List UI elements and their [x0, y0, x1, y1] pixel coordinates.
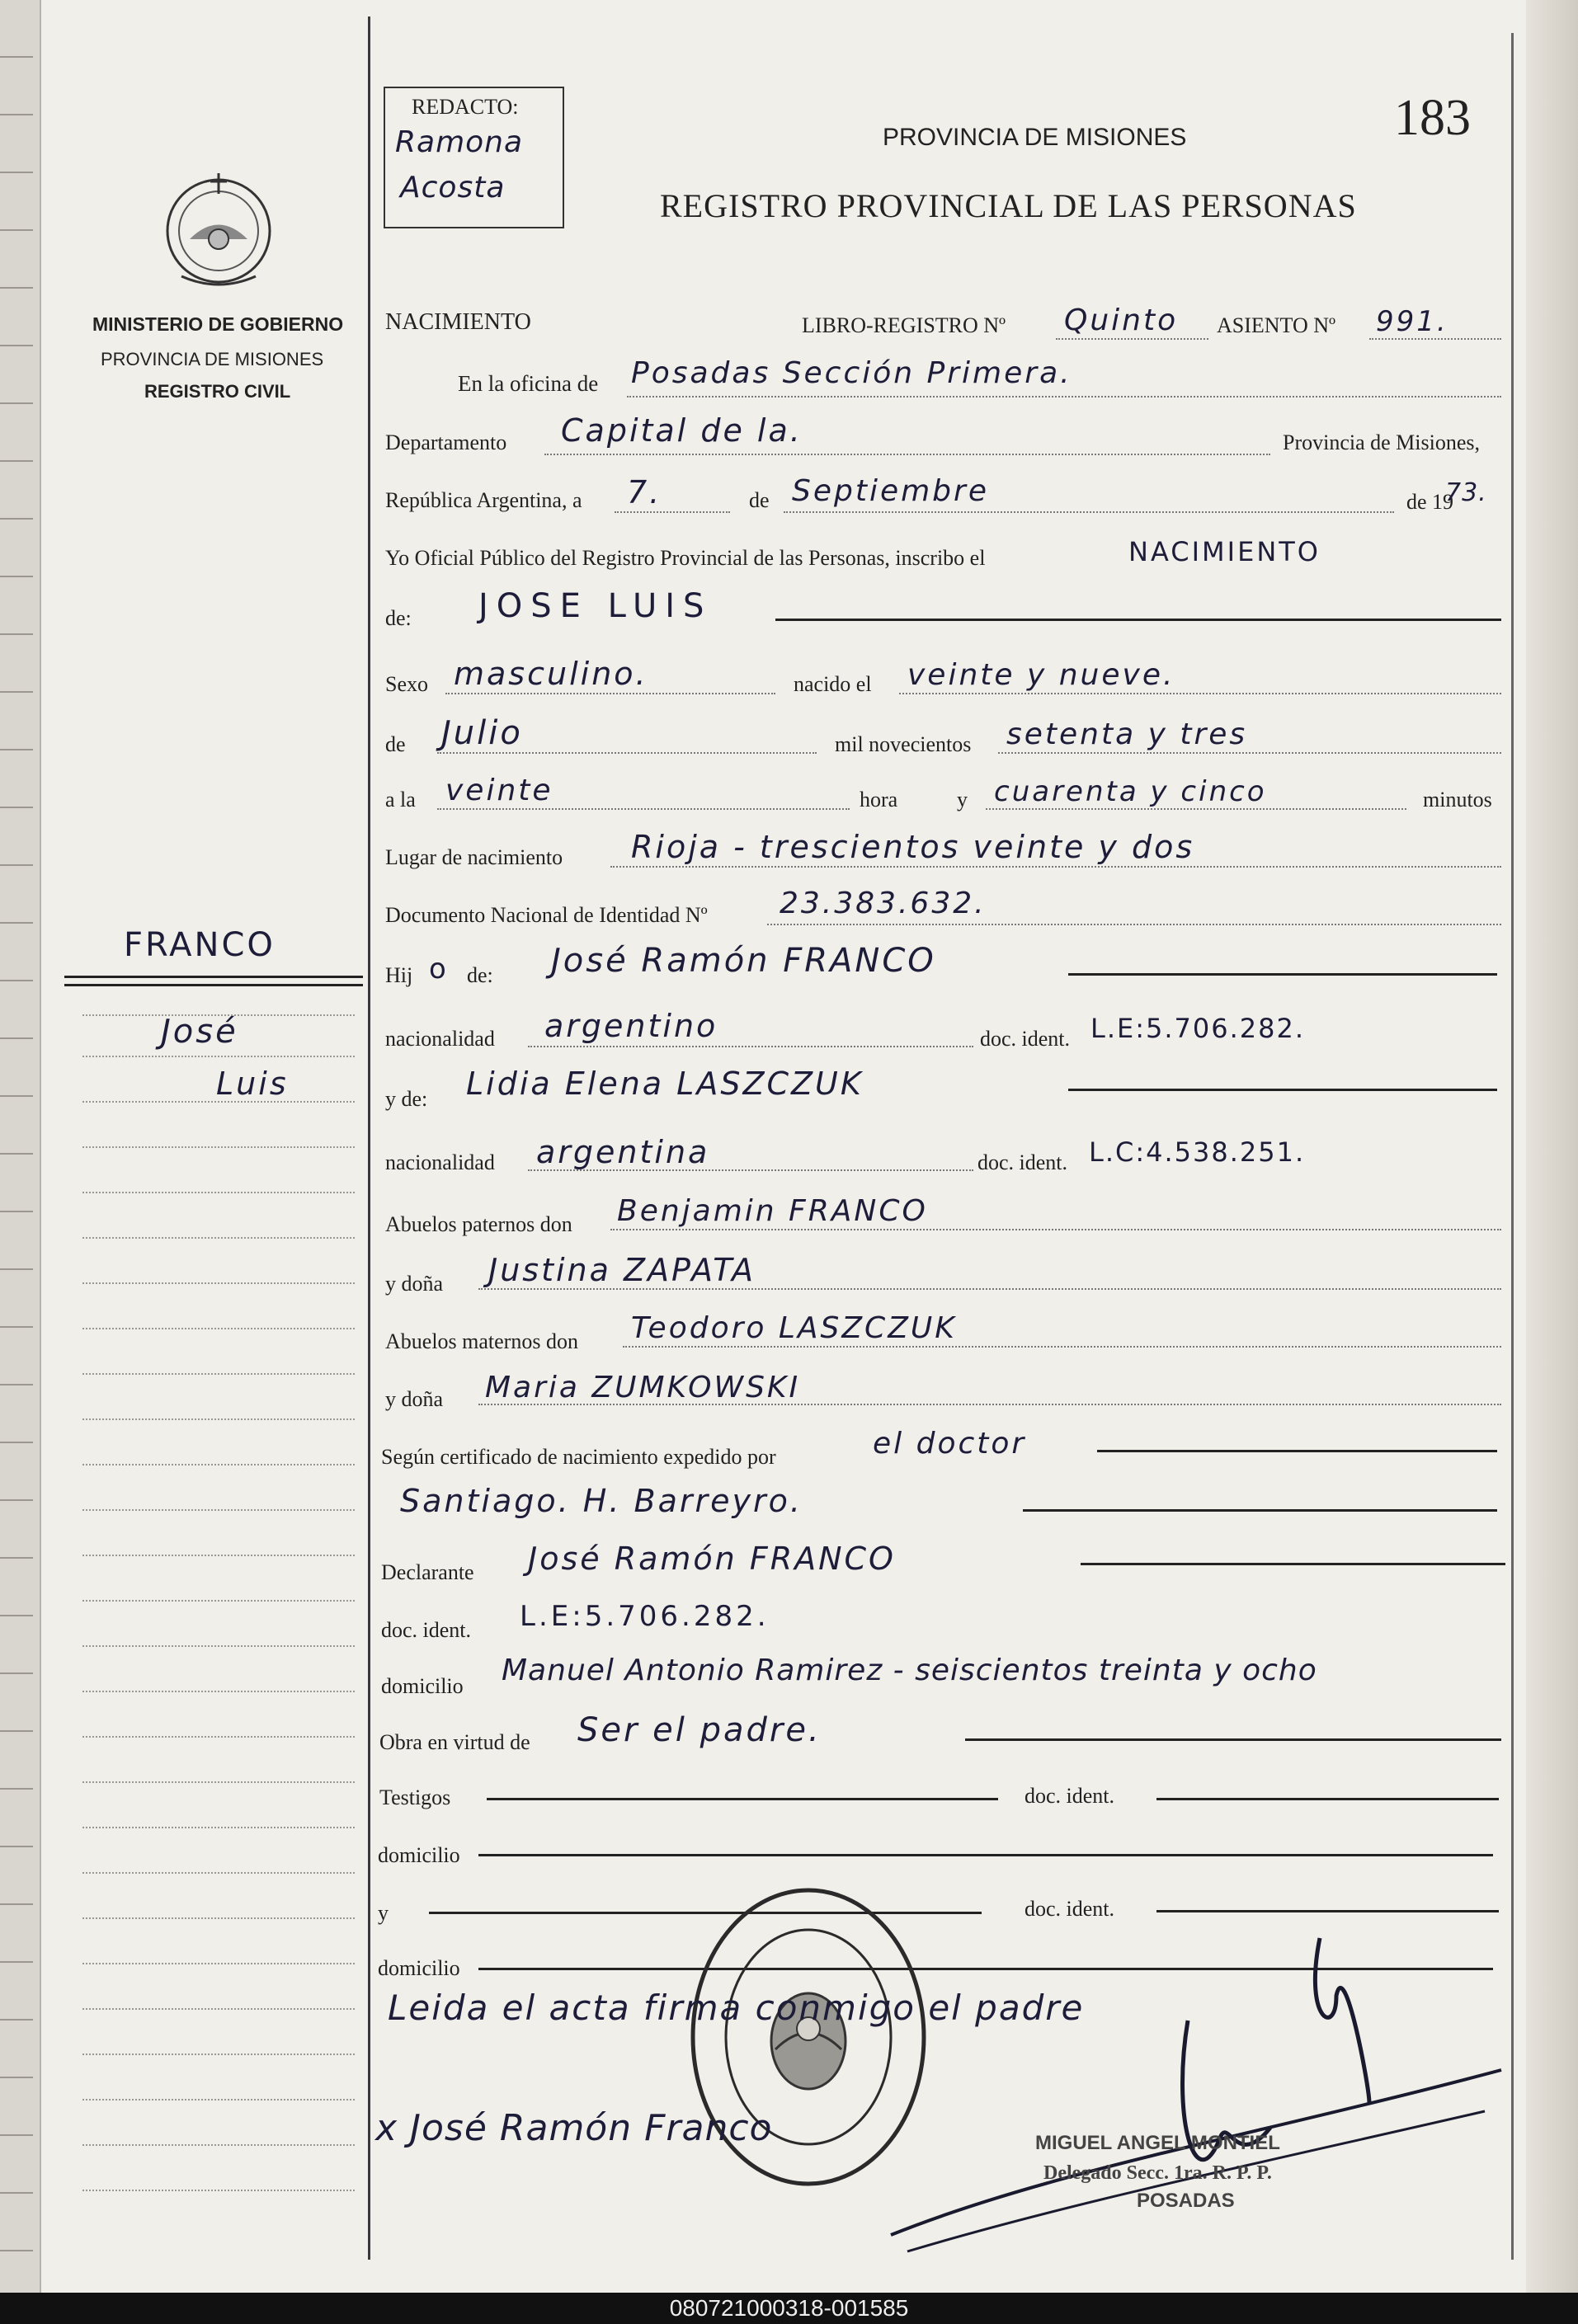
margin-line: [82, 1781, 355, 1783]
domicilio-label: domicilio: [381, 1674, 464, 1698]
official-city: POSADAS: [1137, 2190, 1235, 2212]
maternal-grandmother: Maria ZUMKOWSKI: [485, 1371, 801, 1404]
day-value: 7.: [627, 474, 662, 510]
field-line: [528, 1169, 973, 1171]
field-line: [623, 1346, 1501, 1348]
declarante-label: Declarante: [381, 1560, 474, 1584]
margin-line: [82, 2008, 355, 2010]
anio-label: de 19: [1406, 490, 1454, 514]
margin-line: [82, 1827, 355, 1828]
oficial-text: Yo Oficial Público del Registro Provincial de las Personas, inscribo el: [385, 546, 986, 570]
field-line: [1369, 338, 1501, 340]
margin-line: [82, 1056, 355, 1057]
dni-value: 23.383.632.: [780, 887, 987, 920]
father-doc: L.E:5.706.282.: [1090, 1013, 1306, 1044]
birth-year: setenta y tres: [1006, 717, 1248, 751]
scan-id: 080721000318-001585: [669, 2295, 909, 2321]
scan-id-bar: [0, 2293, 1578, 2324]
leida-value: Leida el acta firma conmigo el padre: [388, 1988, 1085, 2028]
field-line: [445, 693, 775, 694]
margin-line: [82, 1418, 355, 1420]
nacionalidad-label-2: nacionalidad: [385, 1150, 495, 1174]
paternal-grandmother: Justina ZAPATA: [488, 1252, 756, 1288]
de-month-label: de: [385, 732, 406, 756]
departamento-value: Capital de la.: [561, 412, 803, 449]
field-line: [437, 808, 850, 810]
margin-line: [82, 1328, 355, 1329]
domicilio-label-2: domicilio: [378, 1843, 460, 1867]
oficina-value: Posadas Sección Primera.: [631, 356, 1072, 390]
domicilio-value: Manuel Antonio Ramirez - seiscientos treinta y ocho: [502, 1654, 1317, 1687]
field-line: [610, 866, 1501, 868]
margin-divider: [64, 976, 363, 978]
margin-surname: FRANCO: [124, 926, 276, 964]
mother-doc: L.C:4.538.251.: [1089, 1136, 1306, 1168]
margin-line: [82, 1917, 355, 1919]
nacimiento-label: NACIMIENTO: [385, 309, 531, 335]
mil-label: mil novecientos: [835, 732, 972, 756]
field-line: [487, 1798, 998, 1800]
nacionalidad-label: nacionalidad: [385, 1027, 495, 1051]
field-line: [1068, 1089, 1497, 1091]
field-line: [784, 511, 1394, 513]
field-line: [610, 1229, 1501, 1230]
testigos-label: Testigos: [379, 1785, 451, 1809]
departamento-label: Departamento: [385, 430, 507, 454]
margin-divider-2: [64, 984, 363, 986]
year-value: 73.: [1445, 478, 1487, 507]
page-title: REGISTRO PROVINCIAL DE LAS PERSONAS: [660, 187, 1357, 224]
obra-value: Ser el padre.: [577, 1711, 822, 1749]
field-line: [775, 619, 1501, 621]
libro-value: Quinto: [1064, 303, 1179, 337]
hijo-suffix: o: [429, 953, 449, 986]
field-line: [478, 1854, 1493, 1856]
yde-label: y de:: [385, 1087, 428, 1111]
margin-line: [82, 2190, 355, 2191]
folio-number: 183: [1394, 90, 1471, 146]
y-label: y: [957, 788, 968, 812]
margin-line: [82, 1736, 355, 1738]
margin-given-name-1: José: [161, 1013, 238, 1051]
y-label-2: y: [378, 1901, 389, 1925]
province-heading: PROVINCIA DE MISIONES: [883, 124, 1187, 151]
margin-line: [82, 1555, 355, 1556]
margin-line: [82, 1509, 355, 1511]
birth-month: Julio: [441, 714, 523, 752]
libro-label: LIBRO-REGISTRO Nº: [802, 313, 1006, 337]
docident-label-2: doc. ident.: [977, 1150, 1068, 1174]
field-line: [1056, 338, 1208, 340]
ministry-label: MINISTERIO DE GOBIERNO: [92, 313, 344, 335]
left-rule: [368, 16, 370, 2260]
declarante-doc: L.E:5.706.282.: [520, 1600, 770, 1633]
field-line: [478, 1288, 1501, 1290]
margin-line: [82, 1237, 355, 1239]
ala-label: a la: [385, 788, 416, 812]
page-edge: [1526, 0, 1578, 2293]
father-signature: x José Ramón Franco: [375, 2107, 773, 2149]
father-nationality: argentino: [544, 1008, 718, 1044]
abuelos-paternos-label: Abuelos paternos don: [385, 1212, 572, 1236]
maternal-grandfather: Teodoro LASZCZUK: [631, 1311, 957, 1345]
field-line: [437, 752, 817, 754]
mother-name: Lidia Elena LASZCZUK: [466, 1066, 864, 1102]
margin-line: [82, 1645, 355, 1647]
margin-line: [82, 1963, 355, 1964]
official-signature-icon: [841, 1922, 1518, 2268]
margin-line: [82, 1464, 355, 1465]
certificado-value-2: Santiago. H. Barreyro.: [400, 1483, 803, 1519]
field-line: [544, 454, 1270, 455]
margin-line: [82, 1282, 355, 1284]
docident-label-4: doc. ident.: [1025, 1784, 1115, 1808]
oficina-label: En la oficina de: [458, 371, 599, 396]
hora-label: hora: [860, 788, 898, 812]
hijo-label: Hij: [385, 963, 413, 987]
redacto-box: [384, 87, 564, 228]
field-line: [1097, 1450, 1497, 1452]
sexo-label: Sexo: [385, 672, 428, 696]
margin-line: [82, 1691, 355, 1692]
oficial-value: NACIMIENTO: [1128, 536, 1321, 567]
redacto-name-2: Acosta: [400, 171, 506, 205]
field-line: [986, 808, 1406, 810]
margin-line: [82, 2053, 355, 2055]
provincia-suffix: Provincia de Misiones,: [1283, 430, 1481, 454]
docident-label-3: doc. ident.: [381, 1618, 472, 1642]
province-label: PROVINCIA DE MISIONES: [101, 349, 324, 369]
docident-label-5: doc. ident.: [1025, 1897, 1115, 1921]
domicilio-label-3: domicilio: [378, 1956, 460, 1980]
margin-line: [82, 1192, 355, 1193]
obra-label: Obra en virtud de: [379, 1730, 530, 1754]
field-line: [965, 1738, 1501, 1741]
asiento-value: 991.: [1376, 305, 1448, 338]
de-label: de: [749, 488, 770, 512]
provincial-crest-icon: [157, 161, 280, 293]
ydona-label: y doña: [385, 1272, 444, 1296]
field-line: [899, 693, 1501, 694]
margin-line: [82, 1014, 355, 1016]
margin-guides: [0, 0, 33, 2293]
official-role: Delegado Secc. 1ra. R. P. P.: [1043, 2162, 1272, 2184]
field-line: [767, 924, 1501, 925]
redacto-label: REDACTO:: [412, 95, 519, 119]
redacto-name-1: Ramona: [395, 125, 524, 159]
hour-value: veinte: [445, 774, 553, 807]
margin-line: [82, 1146, 355, 1148]
certificado-value: el doctor: [873, 1427, 1027, 1461]
field-line: [627, 396, 1501, 398]
field-line: [615, 511, 730, 513]
dni-label: Documento Nacional de Identidad Nº: [385, 903, 708, 927]
field-line: [1023, 1509, 1497, 1512]
lugar-value: Rioja - trescientos veinte y dos: [631, 829, 1195, 865]
republica-label: República Argentina, a: [385, 488, 582, 512]
field-line: [1081, 1563, 1505, 1565]
registry-label: REGISTRO CIVIL: [144, 381, 291, 402]
abuelos-maternos-label: Abuelos maternos don: [385, 1329, 578, 1353]
field-line: [1068, 973, 1497, 976]
nacido-value: veinte y nueve.: [907, 658, 1175, 692]
margin-line: [82, 1373, 355, 1375]
margin-line: [82, 1600, 355, 1602]
child-name: JOSE LUIS: [478, 587, 713, 625]
hijo-de-label: de:: [467, 963, 493, 987]
de-name-label: de:: [385, 606, 412, 630]
margin-line: [82, 2099, 355, 2101]
field-line: [1156, 1798, 1499, 1800]
docident-label: doc. ident.: [980, 1027, 1071, 1051]
margin-line: [82, 2144, 355, 2146]
minutes-value: cuarenta y cinco: [994, 775, 1267, 808]
sexo-value: masculino.: [454, 656, 648, 692]
lugar-label: Lugar de nacimiento: [385, 845, 563, 869]
certificado-label: Según certificado de nacimiento expedido por: [381, 1445, 776, 1469]
margin-line: [82, 1101, 355, 1103]
field-line: [998, 752, 1501, 754]
field-line: [478, 1404, 1501, 1405]
nacido-label: nacido el: [794, 672, 872, 696]
mother-nationality: argentina: [536, 1134, 710, 1170]
month-value: Septiembre: [792, 474, 989, 508]
official-name: MIGUEL ANGEL MONTIEL: [1035, 2132, 1280, 2154]
declarante-value: José Ramón FRANCO: [528, 1541, 896, 1577]
field-line: [1156, 1910, 1499, 1912]
paternal-grandfather: Benjamin FRANCO: [617, 1194, 928, 1228]
field-line: [528, 1046, 973, 1047]
margin-line: [82, 1872, 355, 1874]
ydona-label-2: y doña: [385, 1387, 444, 1411]
father-name: José Ramón FRANCO: [551, 942, 936, 980]
minutos-label: minutos: [1423, 788, 1492, 812]
margin-given-name-2: Luis: [216, 1066, 289, 1102]
asiento-label: ASIENTO Nº: [1217, 313, 1336, 337]
